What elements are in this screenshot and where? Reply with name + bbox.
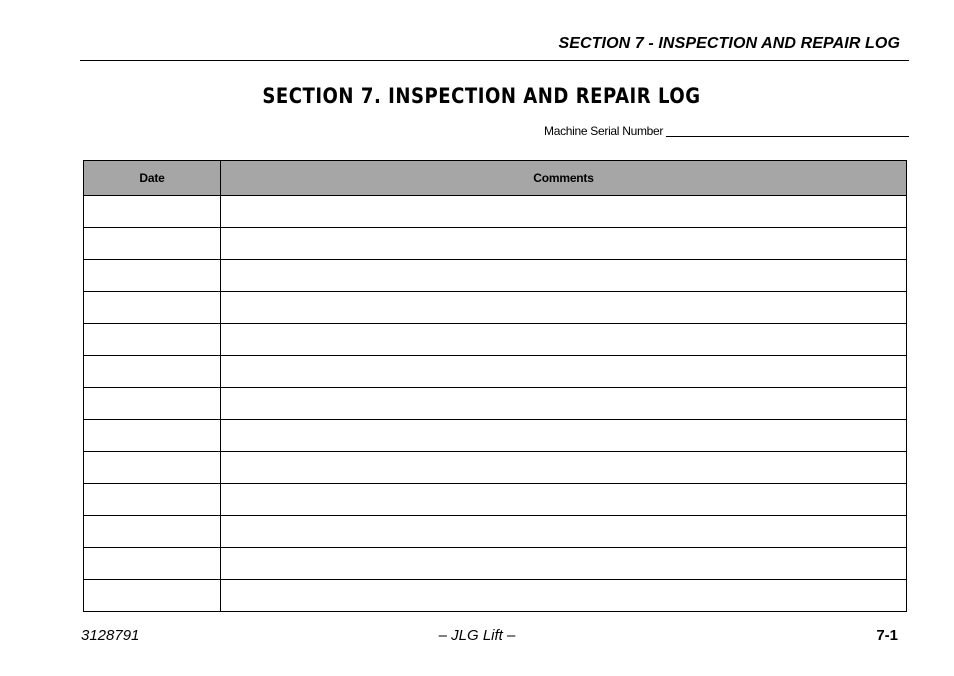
machine-serial-number-field — [544, 122, 909, 138]
comments-cell[interactable] — [221, 324, 907, 356]
table-body — [84, 196, 907, 612]
table-row — [84, 292, 907, 324]
footer-document-number: 3128791 — [81, 627, 140, 644]
table-row — [84, 516, 907, 548]
inspection-repair-log-table — [83, 160, 907, 612]
table-row — [84, 484, 907, 516]
date-cell[interactable] — [84, 484, 221, 516]
date-cell[interactable] — [84, 196, 221, 228]
comments-cell[interactable] — [221, 356, 907, 388]
comments-cell[interactable] — [221, 580, 907, 612]
date-cell[interactable] — [84, 420, 221, 452]
column-header-comments: Comments — [221, 161, 907, 196]
table-header-row — [84, 161, 907, 196]
table-row — [84, 452, 907, 484]
machine-serial-number-label: Machine Serial Number — [544, 124, 664, 138]
comments-cell[interactable] — [221, 452, 907, 484]
comments-cell[interactable] — [221, 484, 907, 516]
comments-cell[interactable] — [221, 196, 907, 228]
comments-cell[interactable] — [221, 516, 907, 548]
footer-page-number: 7-1 — [876, 627, 898, 644]
date-cell[interactable] — [84, 580, 221, 612]
column-header-date: Date — [84, 161, 221, 196]
comments-cell[interactable] — [221, 260, 907, 292]
table-row — [84, 196, 907, 228]
date-cell[interactable] — [84, 516, 221, 548]
machine-serial-number-line — [666, 136, 909, 137]
date-cell[interactable] — [84, 260, 221, 292]
date-cell[interactable] — [84, 452, 221, 484]
date-cell[interactable] — [84, 548, 221, 580]
comments-cell[interactable] — [221, 292, 907, 324]
footer-brand: – JLG Lift – — [438, 627, 516, 644]
table-row — [84, 356, 907, 388]
table-row — [84, 388, 907, 420]
table-row — [84, 580, 907, 612]
date-cell[interactable] — [84, 228, 221, 260]
section-title: SECTION 7. INSPECTION AND REPAIR LOG — [262, 84, 701, 108]
header-rule — [80, 60, 909, 61]
date-cell[interactable] — [84, 292, 221, 324]
table-row — [84, 228, 907, 260]
comments-cell[interactable] — [221, 388, 907, 420]
comments-cell[interactable] — [221, 548, 907, 580]
table-row — [84, 324, 907, 356]
comments-cell[interactable] — [221, 228, 907, 260]
running-header: SECTION 7 - INSPECTION AND REPAIR LOG — [558, 35, 900, 52]
table-row — [84, 260, 907, 292]
comments-cell[interactable] — [221, 420, 907, 452]
table-row — [84, 420, 907, 452]
date-cell[interactable] — [84, 324, 221, 356]
date-cell[interactable] — [84, 356, 221, 388]
date-cell[interactable] — [84, 388, 221, 420]
table-row — [84, 548, 907, 580]
